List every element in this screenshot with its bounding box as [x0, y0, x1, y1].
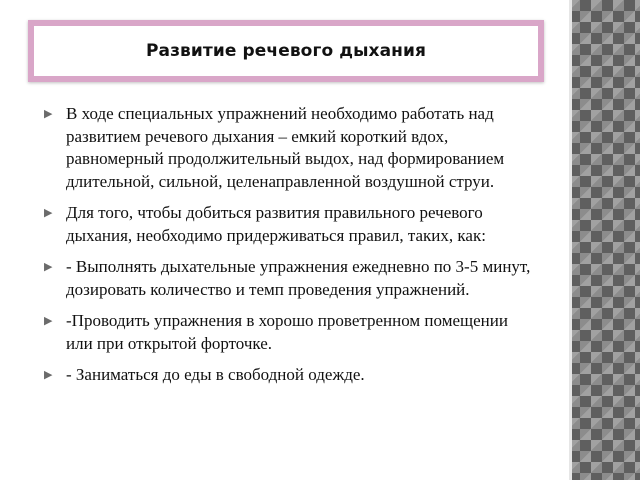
paragraph-text: - Выполнять дыхательные упражнения ежедневно по 3-5 минут, дозировать количество и темп проведения упражнений. [66, 257, 531, 299]
decorative-diamond-pattern [569, 0, 640, 480]
bullet-paragraph [44, 103, 564, 193]
bullet-arrow-icon: ▶ [44, 107, 53, 120]
title-box [34, 26, 538, 76]
paragraph-text: - Заниматься до еды в свободной одежде. [66, 365, 365, 384]
bullet-paragraph [44, 364, 564, 387]
paragraph-text: -Проводить упражнения в хорошо проветренном помещении или при открытой форточке. [66, 311, 508, 353]
bullet-arrow-icon: ▶ [44, 260, 53, 273]
bullet-arrow-icon: ▶ [44, 368, 53, 381]
bullet-paragraph [44, 202, 564, 247]
paragraph-text: Для того, чтобы добиться развития правильного речевого дыхания, необходимо придерживаться правил, таких, как: [66, 203, 486, 245]
paragraph-text: В ходе специальных упражнений необходимо работать над развитием речевого дыхания – емкий короткий вдох, равномерный продолжительный выдох, над формированием длительной, сильной, целенаправленной воздушной струи. [66, 104, 505, 191]
slide-title: Развитие речевого дыхания [145, 41, 427, 61]
bullet-arrow-icon: ▶ [44, 314, 53, 327]
bullet-paragraph [44, 310, 564, 355]
title-frame [28, 20, 544, 82]
bullet-arrow-icon: ▶ [44, 206, 53, 219]
slide-body [44, 103, 564, 396]
bullet-paragraph [44, 256, 564, 301]
